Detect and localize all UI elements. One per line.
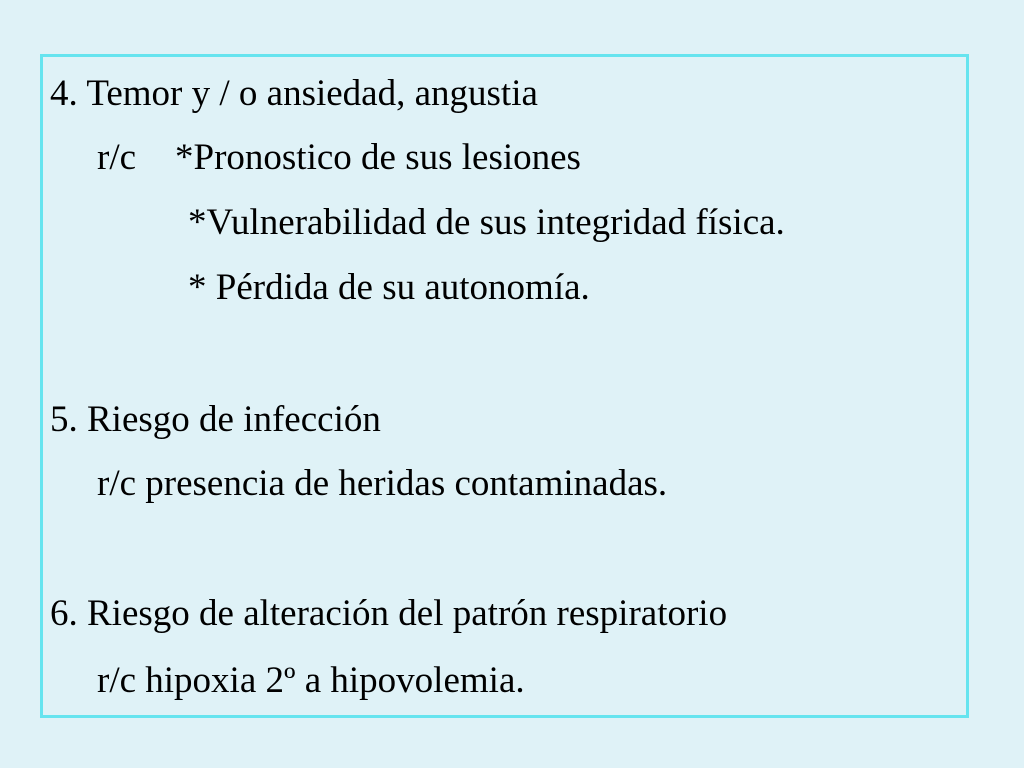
item-4-heading: 4. Temor y / o ansiedad, angustia: [50, 73, 538, 114]
item-6-heading: 6. Riesgo de alteración del patrón respiratorio: [50, 593, 728, 634]
item-6-related: r/c hipoxia 2º a hipovolemia.: [97, 660, 525, 701]
item-5-heading: 5. Riesgo de infección: [50, 399, 381, 440]
item-4-cause-2: *Vulnerabilidad de sus integridad física.: [188, 202, 785, 243]
item-4-cause-1: *Pronostico de sus lesiones: [175, 137, 581, 178]
item-5-related: r/c presencia de heridas contaminadas.: [97, 463, 668, 504]
item-4-related-prefix: r/c: [97, 137, 137, 178]
item-4-cause-3: * Pérdida de su autonomía.: [188, 267, 590, 308]
